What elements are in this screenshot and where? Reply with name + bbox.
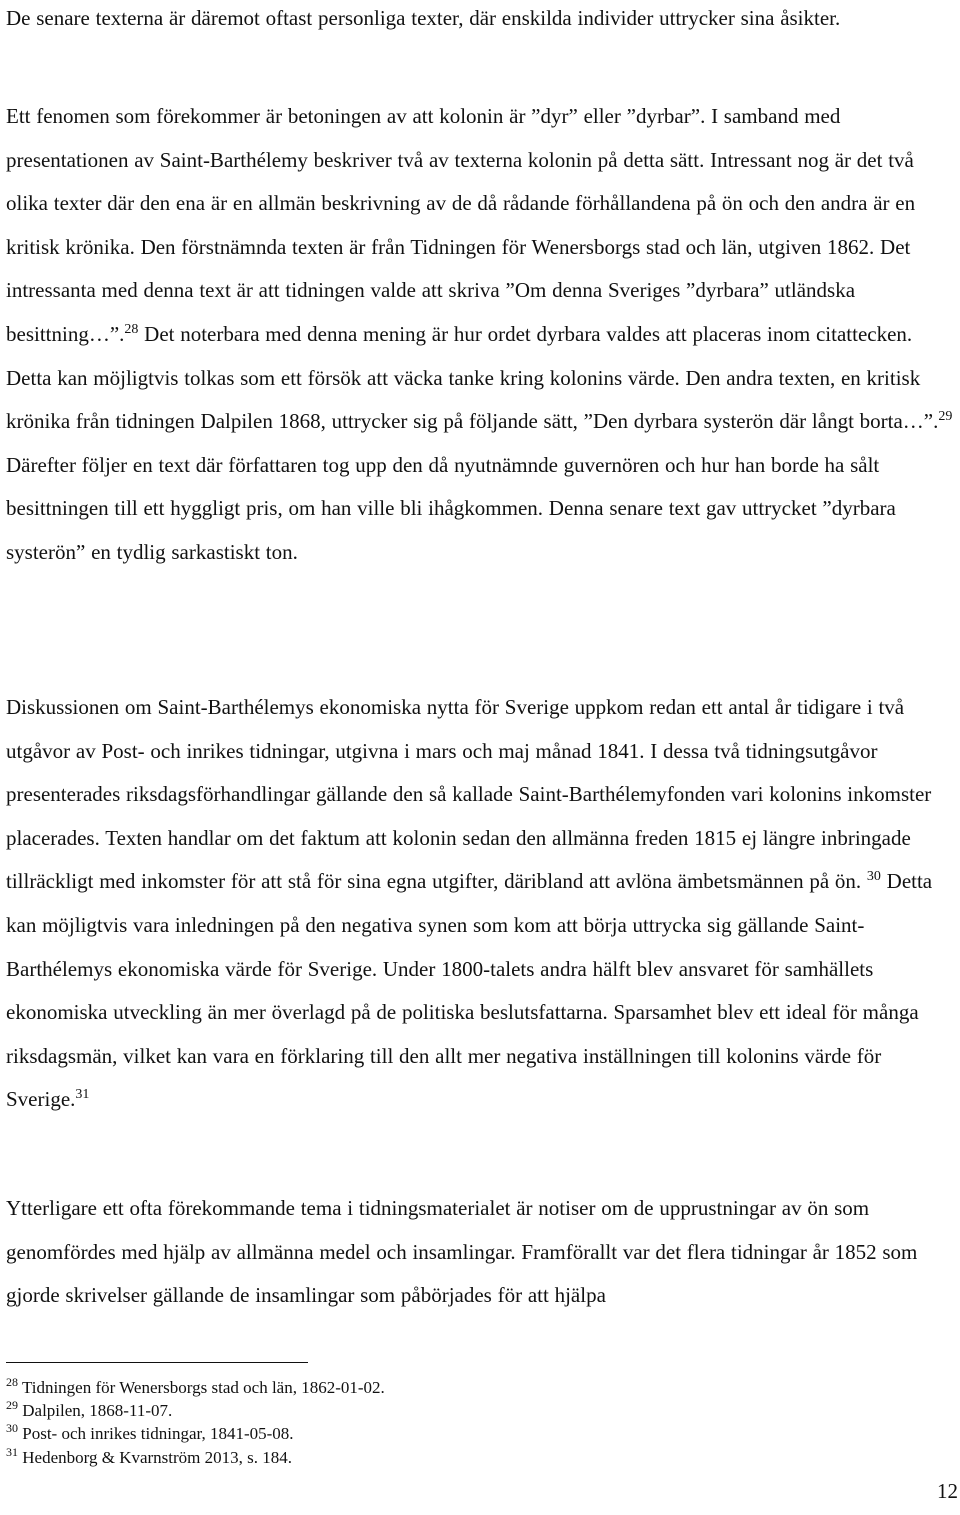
footnote-number: 31 <box>6 1444 18 1459</box>
footnote-31 <box>6 1446 906 1469</box>
paragraph-text: Det noterbara med denna mening är hur ordet dyrbara valdes att placeras inom citattecken. Detta kan möjligtvis tolkas som ett försök att väcka tanke kring kolonins värde. Den andra texten, en kritisk krönika från tidningen Dalpilen 1868, uttrycker sig på följande sätt, ”Den dyrbara systerön där långt borta…”. <box>6 321 939 434</box>
footnote-ref-31[interactable]: 31 <box>75 1087 90 1103</box>
footnote-ref-30[interactable]: 30 <box>866 869 881 885</box>
footnote-text: Post- och inrikes tidningar, 1841-05-08. <box>18 1424 294 1444</box>
paragraph-1 <box>6 0 960 41</box>
footnote-number: 28 <box>6 1375 18 1389</box>
paragraph-text: Diskussionen om Saint-Barthélemys ekonomiska nytta för Sverige uppkom redan ett antal år tidigare i två utgåvor av Post- och inrikes tidningar, utgivna i mars och maj månad 1841. I dessa två tidningsutgåvor presenterades riksdagsförhandlingar gällande den så kallade Saint-Barthélemyfonden vari kolonins inkomster placerades. Texten handlar om det faktum att kolonin sedan den allmänna freden 1815 ej längre inbringade tillräckligt med inkomster för att stå för sina egna utgifter, däribland att avlöna ämbetsmännen på ön. <box>6 695 932 894</box>
footnote-text: Dalpilen, 1868-11-07. <box>18 1401 173 1421</box>
footnote-28 <box>6 1376 906 1399</box>
paragraph-text: Detta kan möjligtvis vara inledningen på den negativa synen som kom att börja uttrycka sig gällande Saint-Barthélemys ekonomiska värde för Sverige. Under 1800-talets andra hälft blev ansvaret för samhällets ekonomiska utveckling än mer överlagd på de politiska beslutsfattarna. Sparsamhet blev ett ideal för många riksdagsmän, vilket kan vara en förklaring till den allt mer negativa inställningen till kolonins värde för Sverige. <box>6 869 933 1112</box>
footnote-text: Hedenborg & Kvarnström 2013, s. 184. <box>18 1447 293 1467</box>
paragraph-3 <box>6 686 960 1122</box>
footnote-number: 30 <box>6 1421 18 1436</box>
footnote-ref-28[interactable]: 28 <box>124 321 139 337</box>
paragraph-4 <box>6 1187 960 1318</box>
paragraph-text: Ett fenomen som förekommer är betoningen av att kolonin är ”dyr” eller ”dyrbar”. I samband med presentationen av Saint-Barthélemy beskriver två av texterna kolonin på detta sätt. Intressant nog är det två olika texter där den ena är en allmän beskrivning av de då rådande förhållandena på ön och den andra är en kritisk krönika. Den förstnämnda texten är från Tidningen för Wenersborgs stad och län, utgiven 1862. Det intressanta med denna text är att tidningen valde att skriva ”Om denna Sveriges ”dyrbara” utländska besittning…”. <box>6 104 916 346</box>
paragraph-text: Ytterligare ett ofta förekommande tema i tidningsmaterialet är notiser om de upprustningar av ön som genomfördes med hjälp av allmänna medel och insamlingar. Framförallt var det flera tidningar år 1852 som gjorde skrivelser gällande de insamlingar som påbörjades för att hjälpa <box>6 1196 918 1308</box>
footnote-ref-29[interactable]: 29 <box>938 409 953 425</box>
page-number: 12 <box>937 1479 958 1503</box>
paragraph-text: Därefter följer en text där författaren tog upp den då nyutnämnde guvernören och hur han borde ha sålt besittningen till ett hyggligt pris, om han ville bli ihågkommen. Denna senare text gav uttrycket ”dyrbara systerön” en tydlig sarkastiskt ton. <box>6 452 896 564</box>
footnote-number: 29 <box>6 1398 18 1413</box>
paragraph-2 <box>6 95 960 575</box>
paragraph-text: De senare texterna är däremot oftast personliga texter, där enskilda individer uttrycker sina åsikter. <box>6 6 841 30</box>
footnote-text: Tidningen för Wenersborgs stad och län, 1862-01-02. <box>18 1378 385 1397</box>
footnote-29 <box>6 1399 906 1422</box>
footnotes <box>6 1376 906 1469</box>
footnote-separator <box>6 1362 308 1363</box>
footnote-30 <box>6 1422 906 1445</box>
